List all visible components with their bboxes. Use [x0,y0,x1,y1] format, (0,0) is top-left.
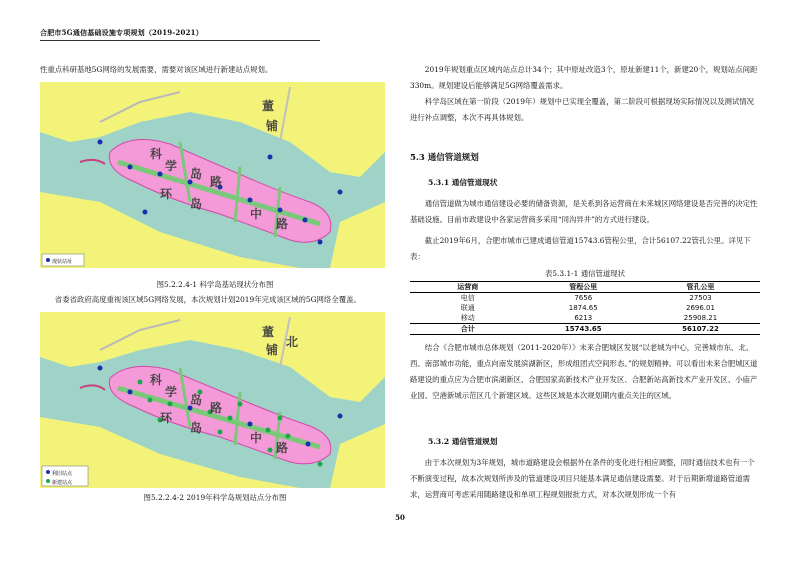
table-header-cell: 管孔公里 [641,282,760,293]
table-header-cell: 运营商 [410,282,526,293]
table-cell: 7656 [574,294,593,302]
table-header-cell: 管程公里 [526,282,642,293]
right-paragraph-4: 截止2019年6月，合肥市城市已建成通信管道15743.6管程公里，合计56107.22管孔公里。详见下表： [410,236,751,261]
figure2-map [40,312,385,488]
table-cell: 6213 [574,314,593,322]
table-row [410,313,760,324]
figure2-map-label: 岛 [190,421,203,435]
figure1-map-label: 铺 [266,119,279,133]
figure2-map-label: 中 [250,431,263,445]
figure2-map-label: 学 [165,385,178,399]
figure2-map-label: 科 [150,373,163,387]
figure1-map-label: 环 [160,187,173,201]
figure1-map-label: 科 [150,147,163,161]
right-paragraph-5: 结合《合肥市城市总体规划（2011-2020年）》未来合肥城区发展“以老城为中心，完善城市东、北、西、南部城市功能，重点向南发展滨湖新区，形成组团式空间形态。”的规划精神。可以看出未来合肥城区道路建设的重点应为合肥市滨湖新区、合肥国家高新技术产业开发区、合肥新站高新技术产业开发区、小庙产业园、空港新城示范区几个新建区域。这些区域是本次规划期内重点关注的区域。 [410,343,758,400]
header-rule [40,40,320,41]
figure2-map-label: 北 [286,335,299,349]
figure2-map-label: 铺 [266,343,279,357]
figure2-map-label: 路 [210,401,223,415]
figure2-caption: 图5.2.2.4-2 2019年科学岛规划站点分布图 [143,493,287,502]
table-cell: 合计 [410,324,526,335]
figure1-map-label: 路 [276,217,289,231]
figure1-map-label: 路 [210,175,223,189]
table-cell: 电信 [460,294,475,302]
table-cell: 27503 [689,294,712,302]
cable-status-table [410,281,760,335]
table-cell: 联通 [460,304,475,312]
figure1-map-label: 中 [250,207,263,221]
table-cell: 25908.21 [683,314,718,322]
figure1-map [40,82,385,268]
left-intro-paragraph: 性重点科研基地5G网络的发展需要，需要对该区域进行新建站点规划。 [40,65,273,74]
page-number: 50 [395,513,405,522]
figure2-map-label: 岛 [190,393,203,407]
figure1-map-label: 岛 [190,167,203,181]
left-paragraph-2: 省委省政府高度重视该区域5G网络发展，本次规划计划2019年完成该区域的5G网络全覆盖。 [54,295,361,304]
figure1-map-label: 岛 [190,197,203,211]
figure1-map-label: 学 [165,159,178,173]
right-paragraph-2: 科学岛区域在第一阶段（2019年）规划中已实现全覆盖，第二阶段可根据现场实际情况以及测试情况进行补点调整，本次不再具体规划。 [410,97,755,122]
figure2-map-graphic [40,312,385,488]
figure1-legend-label: 现状站址 [52,259,73,265]
figure1-caption: 图5.2.2.4-1 科学岛基站现状分布图 [156,280,274,289]
table-cell: 2696.01 [686,304,715,312]
table-row [410,293,760,304]
figure2-map-label: 环 [160,411,173,425]
figure2-legend-label: 新建站点 [52,480,73,486]
figure1-map-label: 董 [262,99,275,113]
right-paragraph-1: 2019年规划重点区域内站点总计34个；其中原址改造3个，原址新建11个，新建20个，规划站点间距330m。规划建设后能够满足5G网络覆盖需求。 [410,65,758,90]
figure1-map-graphic [40,82,385,268]
section-heading-5-3-1: 5.3.1 通信管道现状 [428,178,498,187]
figure2-legend-label: 利旧站点 [52,471,73,477]
section-heading-5-3: 5.3 通信管道规划 [410,153,479,163]
figure2-map-label: 路 [276,441,289,455]
table-cell: 15743.65 [526,324,642,335]
table-cell: 1874.65 [568,304,598,312]
table-total-row [410,324,760,335]
running-header: 合肥市5G通信基础设施专项规划（2019-2021） [40,28,203,37]
table-row [410,303,760,313]
table-caption: 表5.3.1-1 通信管道现状 [544,269,626,278]
table-cell: 移动 [460,314,475,322]
table-header-row [410,282,760,293]
section-heading-5-3-2: 5.3.2 通信管道规划 [428,437,498,446]
figure2-map-label: 董 [262,325,275,339]
right-paragraph-6: 由于本次规划为3年规划，城市道路建设会根据外在条件的变化进行相应调整，同时通信技术也有一个不断演变过程，故本次规划所涉及的管道建设项目只能基本满足通信建设需要。对于后期新增道路管道需求，运营商可考虑采用随路建设和单项工程规划报批方式，对本次规划形成一个有 [410,458,755,499]
right-paragraph-3: 通信管道做为城市通信建设必要的储备资源，是关系到各运营商在未来城区网络建设是否完善的决定性基础设施。目前市政建设中各家运营商多采用“同沟异井”的方式进行建设。 [410,199,758,224]
table-cell: 56107.22 [641,324,760,335]
